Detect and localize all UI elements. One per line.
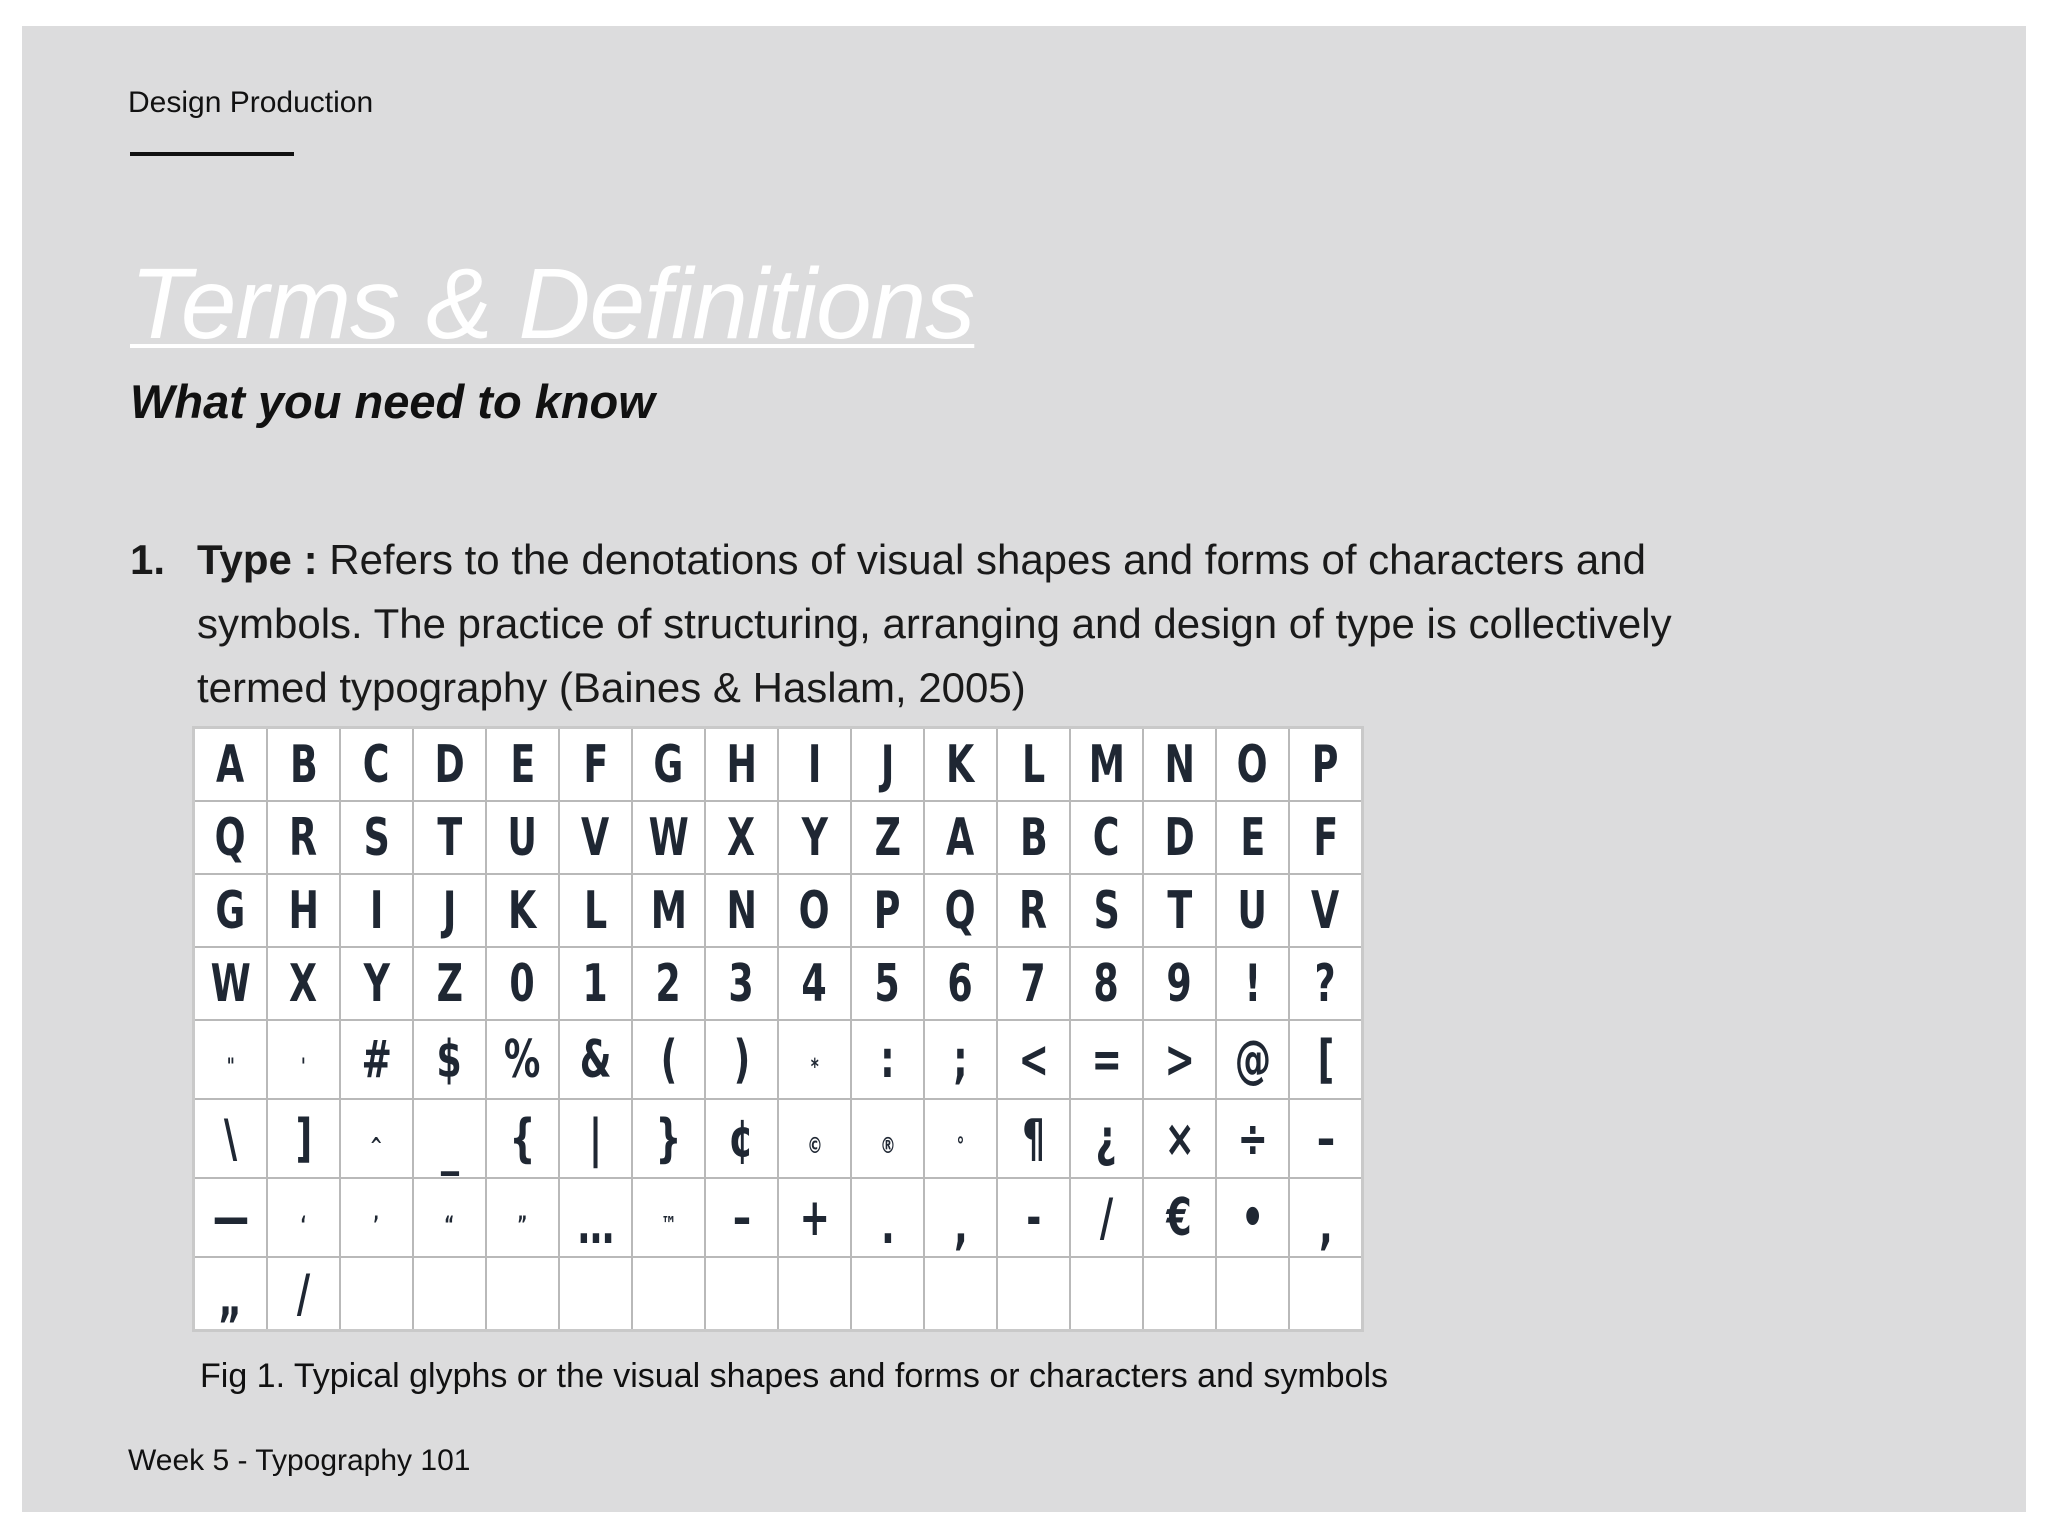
glyph-cell [632, 728, 705, 802]
glyph-cell [997, 728, 1070, 802]
glyph-char: L [583, 880, 608, 941]
glyph-char: B [1019, 807, 1048, 868]
glyph-char: H [288, 880, 319, 941]
glyph-row [194, 728, 1363, 802]
glyph-cell [340, 728, 413, 802]
glyph-cell [924, 1257, 997, 1331]
glyph-cell [997, 1178, 1070, 1257]
glyph-cell [1216, 801, 1289, 874]
glyph-cell [778, 1257, 851, 1331]
glyph-char: ™ [660, 1213, 677, 1238]
glyph-char: * [810, 1055, 819, 1080]
glyph-char: T [1167, 880, 1192, 941]
glyph-cell [924, 1099, 997, 1178]
glyph-cell [340, 1257, 413, 1331]
glyph-cell [924, 1178, 997, 1257]
glyph-cell [267, 728, 340, 802]
glyph-char: > [1164, 1029, 1195, 1090]
glyph-char: ÷ [1237, 1108, 1268, 1169]
glyph-char: U [1237, 880, 1268, 941]
glyph-cell [1216, 1178, 1289, 1257]
glyph-cell [340, 1020, 413, 1099]
glyph-char: M [650, 880, 687, 941]
glyph-char: J [442, 880, 457, 941]
glyph-cell [267, 1099, 340, 1178]
glyph-cell [632, 1020, 705, 1099]
glyph-cell [413, 1020, 486, 1099]
glyph-char: I [807, 734, 822, 795]
glyph-cell [1289, 1020, 1363, 1099]
glyph-row [194, 1257, 1363, 1331]
term-number: 1. [130, 536, 166, 583]
glyph-char: 0 [509, 953, 536, 1014]
glyph-cell [1143, 728, 1216, 802]
glyph-cell [486, 947, 559, 1020]
glyph-cell [851, 801, 924, 874]
glyph-cell [559, 1178, 632, 1257]
glyph-cell [413, 874, 486, 947]
glyph-cell [778, 1020, 851, 1099]
glyph-cell [486, 801, 559, 874]
glyph-cell [486, 1257, 559, 1331]
glyph-char: $ [436, 1029, 463, 1090]
glyph-char: , [953, 1196, 968, 1256]
glyph-char: ' [301, 1055, 306, 1080]
glyph-cell [340, 1178, 413, 1257]
glyph-char: 9 [1166, 953, 1193, 1014]
glyph-char: C [363, 734, 390, 795]
glyph-char: 7 [1020, 953, 1047, 1014]
glyph-char: E [510, 734, 535, 795]
glyph-cell [559, 728, 632, 802]
glyph-char: 2 [655, 953, 682, 1014]
glyph-cell [851, 947, 924, 1020]
glyph-cell [486, 1178, 559, 1257]
glyph-cell [1070, 1257, 1143, 1331]
glyph-cell [705, 1178, 778, 1257]
glyph-char: X [289, 953, 318, 1014]
glyph-cell [1143, 801, 1216, 874]
glyph-cell [705, 801, 778, 874]
glyph-char: S [363, 807, 390, 868]
glyph-row [194, 1099, 1363, 1178]
glyph-char: € [1166, 1187, 1193, 1248]
glyph-cell [194, 874, 268, 947]
glyph-cell [486, 1020, 559, 1099]
glyph-cell [559, 1257, 632, 1331]
glyph-cell [778, 1178, 851, 1257]
glyph-cell [924, 1020, 997, 1099]
glyph-char: L [1021, 734, 1046, 795]
glyph-cell [851, 874, 924, 947]
glyph-char: , [1318, 1196, 1333, 1256]
glyph-cell [267, 1020, 340, 1099]
glyph-char: ) [733, 1029, 750, 1090]
glyph-row [194, 801, 1363, 874]
glyph-cell [340, 947, 413, 1020]
glyph-char: + [799, 1187, 830, 1248]
glyph-chart [192, 726, 1364, 1332]
glyph-char: – [732, 1187, 751, 1248]
glyph-char: 1 [582, 953, 609, 1014]
glyph-cell [486, 1099, 559, 1178]
glyph-char: U [507, 807, 538, 868]
glyph-row [194, 1020, 1363, 1099]
term-name: Type : [197, 536, 318, 583]
glyph-cell [1289, 728, 1363, 802]
glyph-cell [778, 801, 851, 874]
glyph-char: D [434, 734, 465, 795]
glyph-char: Z [874, 807, 901, 868]
glyph-char: \ [223, 1108, 238, 1169]
glyph-cell [1143, 1178, 1216, 1257]
glyph-cell [778, 1099, 851, 1178]
glyph-cell [1143, 1099, 1216, 1178]
glyph-char: V [1311, 880, 1340, 941]
glyph-cell [851, 1020, 924, 1099]
glyph-char: @ [1234, 1029, 1271, 1090]
glyph-char: } [655, 1108, 682, 1169]
glyph-cell [924, 801, 997, 874]
glyph-cell [340, 801, 413, 874]
glyph-cell [267, 1257, 340, 1331]
glyph-char: V [581, 807, 610, 868]
glyph-char: - [1025, 1187, 1042, 1248]
glyph-cell [194, 1099, 268, 1178]
glyph-char: ” [517, 1213, 528, 1238]
glyph-cell [997, 874, 1070, 947]
term-definition-text: Refers to the denotations of visual shapes and forms of characters and symbols. The practice of structuring, arranging and design of type is collectively termed typography (Baines & Haslam, 2005) [197, 536, 1672, 711]
glyph-cell [559, 947, 632, 1020]
glyph-cell [1070, 1099, 1143, 1178]
glyph-cell [194, 947, 268, 1020]
glyph-char: H [726, 734, 757, 795]
glyph-cell [632, 1257, 705, 1331]
glyph-char: ; [953, 1029, 968, 1090]
glyph-cell [632, 801, 705, 874]
header-divider [130, 152, 294, 156]
glyph-char: ] [295, 1108, 312, 1169]
glyph-cell [1070, 801, 1143, 874]
glyph-cell [705, 1257, 778, 1331]
glyph-cell [1143, 947, 1216, 1020]
glyph-cell [194, 1257, 268, 1331]
glyph-cell [997, 1099, 1070, 1178]
glyph-char: = [1091, 1029, 1122, 1090]
glyph-cell [1216, 1099, 1289, 1178]
glyph-cell [1289, 801, 1363, 874]
glyph-cell [705, 1020, 778, 1099]
glyph-cell [1070, 874, 1143, 947]
glyph-char: X [727, 807, 756, 868]
glyph-char: 6 [947, 953, 974, 1014]
glyph-char: ^ [370, 1134, 383, 1159]
glyph-cell [632, 1099, 705, 1178]
glyph-char: ® [879, 1134, 896, 1159]
glyph-char: Y [801, 807, 828, 868]
glyph-cell [1289, 947, 1363, 1020]
glyph-char: ‘ [300, 1213, 307, 1238]
glyph-char: ¿ [1095, 1108, 1118, 1169]
glyph-cell [1143, 1257, 1216, 1331]
glyph-cell [997, 947, 1070, 1020]
glyph-cell [632, 874, 705, 947]
glyph-cell [1070, 728, 1143, 802]
slide [22, 26, 2026, 1512]
glyph-char: A [946, 807, 975, 868]
glyph-char: N [726, 880, 757, 941]
glyph-cell [413, 1178, 486, 1257]
glyph-char: 4 [801, 953, 828, 1014]
glyph-cell [194, 801, 268, 874]
glyph-char: M [1088, 734, 1125, 795]
glyph-cell [1216, 947, 1289, 1020]
glyph-cell [924, 947, 997, 1020]
glyph-char: Z [436, 953, 463, 1014]
glyph-cell [851, 1257, 924, 1331]
glyph-char: ° [956, 1134, 965, 1159]
glyph-cell [851, 1099, 924, 1178]
figure-caption: Fig 1. Typical glyphs or the visual shapes and forms or characters and symbols [200, 1357, 1389, 1395]
glyph-cell [1289, 1257, 1363, 1331]
glyph-cell [1216, 1257, 1289, 1331]
glyph-cell [632, 1178, 705, 1257]
glyph-char: © [806, 1134, 823, 1159]
glyph-cell [559, 801, 632, 874]
glyph-char: P [1312, 734, 1339, 795]
glyph-cell [413, 728, 486, 802]
glyph-char: 5 [874, 953, 901, 1014]
glyph-char: R [1019, 880, 1048, 941]
glyph-cell [1070, 1020, 1143, 1099]
glyph-cell [413, 1257, 486, 1331]
term-body [197, 528, 1690, 720]
glyph-cell [267, 1178, 340, 1257]
glyph-char: ’ [373, 1213, 380, 1238]
glyph-char: – [1316, 1108, 1335, 1169]
glyph-cell [1143, 1020, 1216, 1099]
page-subtitle: What you need to know [130, 375, 655, 428]
glyph-cell [778, 947, 851, 1020]
glyph-cell [851, 728, 924, 802]
glyph-char: _ [440, 1117, 459, 1177]
glyph-cell [194, 728, 268, 802]
glyph-cell [924, 874, 997, 947]
glyph-cell [705, 728, 778, 802]
glyph-cell [1289, 874, 1363, 947]
glyph-cell [340, 1099, 413, 1178]
glyph-char: # [361, 1029, 392, 1090]
glyph-cell [778, 874, 851, 947]
glyph-char: : [880, 1029, 895, 1090]
course-label: Design Production [128, 86, 374, 119]
glyph-char: . [880, 1196, 895, 1256]
glyph-cell [1216, 1020, 1289, 1099]
glyph-cell [194, 1178, 268, 1257]
glyph-char: Q [945, 880, 976, 941]
glyph-cell [413, 1099, 486, 1178]
glyph-char: A [216, 734, 245, 795]
footer-label: Week 5 - Typography 101 [128, 1444, 471, 1477]
glyph-char: < [1018, 1029, 1049, 1090]
glyph-cell [705, 1099, 778, 1178]
glyph-cell [997, 801, 1070, 874]
glyph-char: F [583, 734, 608, 795]
glyph-char: J [880, 734, 895, 795]
glyph-char: " [226, 1055, 235, 1080]
glyph-char: / [296, 1263, 311, 1324]
page-title: Terms & Definitions [130, 248, 975, 360]
glyph-char: T [437, 807, 462, 868]
glyph-char: [ [1317, 1029, 1334, 1090]
glyph-cell [559, 874, 632, 947]
glyph-char: ! [1244, 953, 1261, 1014]
glyph-cell [997, 1257, 1070, 1331]
glyph-char: K [946, 734, 975, 795]
glyph-cell [559, 1099, 632, 1178]
glyph-char: G [653, 734, 684, 795]
glyph-char: ( [660, 1029, 677, 1090]
glyph-char: ¢ [728, 1108, 755, 1169]
glyph-cell [267, 801, 340, 874]
glyph-char: W [648, 807, 689, 868]
glyph-char: 3 [728, 953, 755, 1014]
glyph-cell [1289, 1099, 1363, 1178]
glyph-cell [1216, 728, 1289, 802]
glyph-char: O [1237, 734, 1268, 795]
glyph-cell [705, 874, 778, 947]
glyph-char: Q [215, 807, 246, 868]
glyph-char: — [212, 1187, 249, 1248]
glyph-cell [267, 947, 340, 1020]
glyph-cell [559, 1020, 632, 1099]
glyph-cell [194, 1020, 268, 1099]
glyph-char: Y [363, 953, 390, 1014]
glyph-char: G [215, 880, 246, 941]
glyph-char: | [588, 1108, 603, 1169]
glyph-char: • [1240, 1187, 1265, 1248]
glyph-cell [997, 1020, 1070, 1099]
glyph-char: % [504, 1029, 541, 1090]
glyph-char: ¶ [1021, 1108, 1046, 1169]
glyph-cell [1289, 1178, 1363, 1257]
glyph-char: S [1093, 880, 1120, 941]
glyph-cell [705, 947, 778, 1020]
glyph-char: D [1164, 807, 1195, 868]
glyph-cell [1216, 874, 1289, 947]
glyph-row [194, 947, 1363, 1020]
glyph-cell [340, 874, 413, 947]
glyph-char: R [289, 807, 318, 868]
glyph-char: & [579, 1029, 612, 1090]
glyph-char: / [1099, 1187, 1114, 1248]
glyph-char: × [1164, 1108, 1195, 1169]
glyph-cell [413, 947, 486, 1020]
glyph-char: B [289, 734, 318, 795]
glyph-char: { [509, 1108, 536, 1169]
glyph-char: K [508, 880, 537, 941]
glyph-char: W [210, 953, 251, 1014]
glyph-cell [924, 728, 997, 802]
term-definition [130, 528, 1690, 720]
glyph-cell [413, 801, 486, 874]
glyph-cell [1070, 947, 1143, 1020]
glyph-char: O [799, 880, 830, 941]
glyph-cell [1070, 1178, 1143, 1257]
glyph-cell [851, 1178, 924, 1257]
glyph-char: E [1240, 807, 1265, 868]
glyph-char: F [1313, 807, 1338, 868]
glyph-cell [486, 874, 559, 947]
glyph-cell [267, 874, 340, 947]
glyph-char: I [369, 880, 384, 941]
glyph-row [194, 874, 1363, 947]
glyph-char: C [1093, 807, 1120, 868]
glyph-char: 8 [1093, 953, 1120, 1014]
glyph-cell [778, 728, 851, 802]
glyph-row [194, 1178, 1363, 1257]
glyph-char: N [1164, 734, 1195, 795]
glyph-cell [632, 947, 705, 1020]
glyph-char: ? [1314, 953, 1337, 1014]
glyph-char: P [874, 880, 901, 941]
glyph-char: „ [218, 1269, 243, 1329]
glyph-char: … [577, 1196, 614, 1256]
glyph-cell [1143, 874, 1216, 947]
glyph-char: “ [444, 1213, 455, 1238]
glyph-cell [486, 728, 559, 802]
